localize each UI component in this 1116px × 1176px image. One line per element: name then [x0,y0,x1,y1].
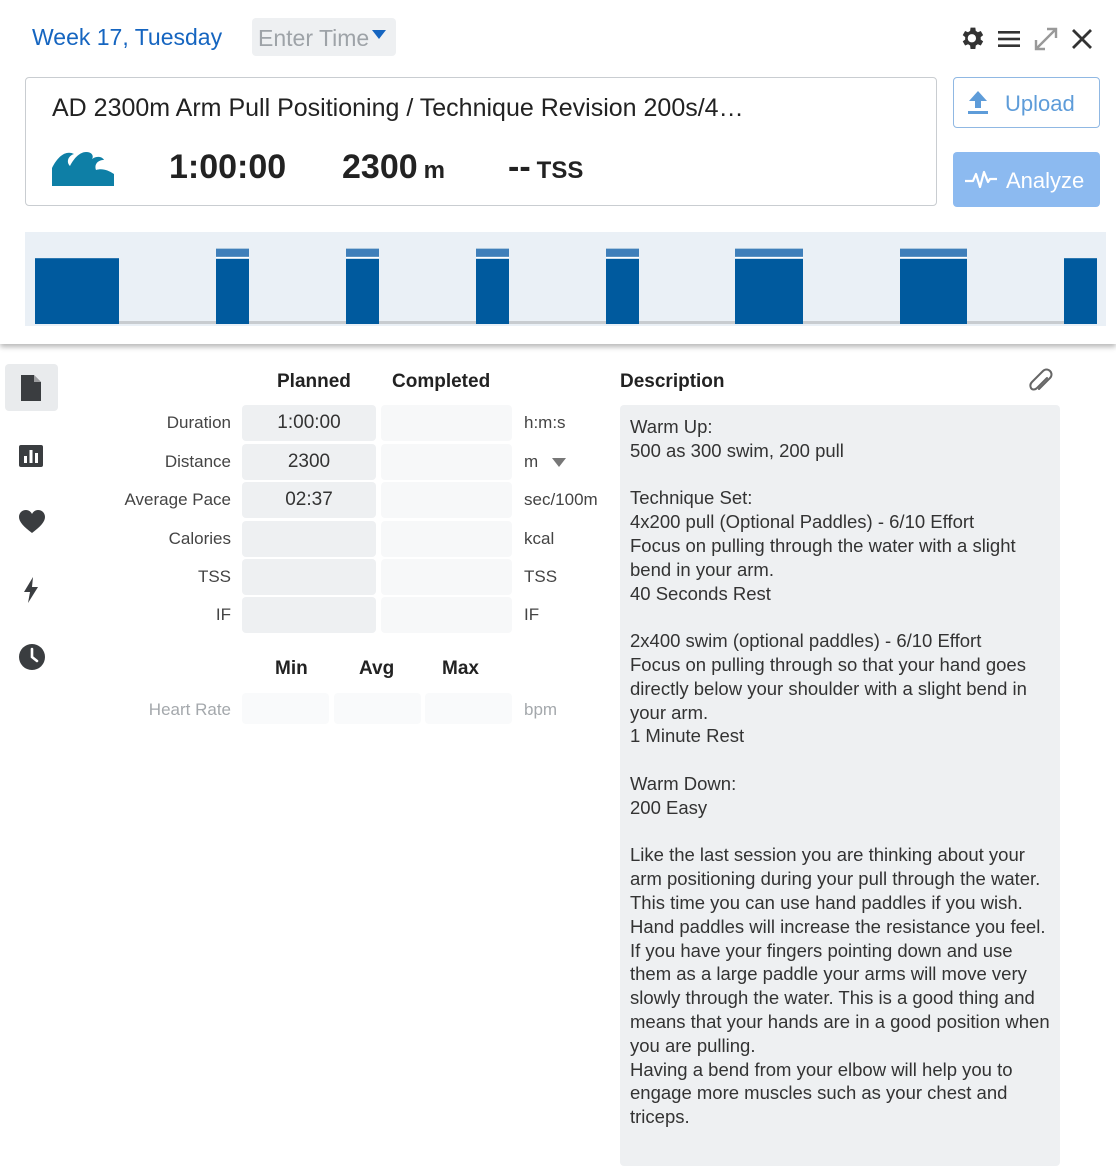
interval-bar-cap [735,249,803,257]
hr-max-header: Max [442,658,479,679]
rest-segment [119,321,216,324]
duration-completed-input[interactable] [381,405,512,441]
interval-bar[interactable] [1064,258,1097,324]
if-completed-input[interactable] [381,597,512,633]
bar-chart-icon [18,442,44,470]
planned-header: Planned [277,371,351,392]
caret-down-icon [552,458,566,467]
description-text[interactable]: Warm Up: 500 as 300 swim, 200 pull Technique Set: 4x200 pull (Optional Paddles) - 6/10 Effort Focus on pulling through the water with a slight bend in your arm. 40 Seconds Rest 2x400 swim (optional paddles) - 6/10 Effort Focus on pulling through so that your hand goes directly below your shoulder with a slight bend in your arm. 1 Minute Rest Warm Down: 200 Easy Like the last session you are thinking about your arm positioning during your pull through the water. This time you can use hand paddles if you wish. Hand paddles will increase the resistance you feel. If you have your fingers pointing down and use them as a large paddle your arms will move very slowly through the water. This is a good thing and means that your hands are in a good position when you are pulling. Having a bend from your elbow will help you to engage more muscles such as your chest and triceps. [620,405,1060,1166]
interval-bar-separator [476,257,509,259]
swim-icon [52,148,114,186]
rest-segment [803,321,900,324]
interval-bar[interactable] [476,249,509,324]
lightning-icon [18,576,44,604]
duration-stat: 1:00:00 [169,148,287,186]
nav-details[interactable] [5,364,58,411]
heart-icon [18,508,46,536]
if-planned-input[interactable] [242,597,376,633]
duration-unit: h:m:s [524,413,566,432]
heart-rate-unit: bpm [524,700,558,719]
interval-bar-separator [606,257,639,259]
close-icon[interactable] [1067,24,1097,54]
interval-bar-cap [606,249,639,257]
average-pace-planned-input[interactable]: 02:37 [242,482,376,518]
clock-icon [18,643,46,671]
tss-unit: TSS [524,567,558,586]
interval-bar[interactable] [606,249,639,324]
distance-unit-select[interactable] [524,452,538,472]
hr-max-input[interactable] [425,693,512,724]
calories-unit: kcal [524,529,555,548]
date-title: Week 17, Tuesday [32,24,223,50]
tss-unit: TSS [536,157,584,184]
hr-avg-input[interactable] [334,693,421,724]
duration-label: Duration [166,413,231,432]
analyze-label: Analyze [1006,168,1085,193]
document-icon [18,374,44,402]
average-pace-completed-input[interactable] [381,482,512,518]
rest-segment [379,321,476,324]
upload-button[interactable] [953,77,1100,128]
distance-stat [342,148,445,187]
average-pace-label: Average Pace [124,490,231,509]
rest-segment [639,321,735,324]
rest-segment [967,321,1064,324]
hr-min-header: Min [275,658,308,679]
heart-rate-label: Heart Rate [148,700,231,719]
expand-icon[interactable] [1031,24,1061,54]
rest-segment [509,321,606,324]
distance-label: Distance [164,452,231,471]
interval-bar[interactable] [735,249,803,324]
caret-down-icon [372,30,386,39]
completed-header: Completed [392,371,491,392]
analyze-button[interactable] [953,152,1100,207]
distance-unit: m [423,157,445,184]
hr-min-input[interactable] [242,693,329,724]
workout-title: AD 2300m Arm Pull Positioning / Technique Revision 200s/4… [52,94,744,122]
tss-label: TSS [197,567,231,586]
interval-bar-separator [900,257,967,259]
interval-bar-cap [216,249,249,257]
interval-bar[interactable] [216,249,249,324]
hr-avg-header: Avg [359,658,395,679]
tss-value: -- [508,148,531,186]
interval-bar-cap [476,249,509,257]
workout-summary-card[interactable] [25,77,937,206]
interval-bar-separator [216,257,249,259]
rest-segment [249,321,346,324]
calories-completed-input[interactable] [381,521,512,557]
tss-stat [508,148,583,187]
distance-value: 2300 [342,148,418,186]
pulse-icon [964,169,998,191]
paperclip-icon[interactable] [1026,365,1054,395]
if-label: IF [215,605,231,624]
interval-bar-separator [735,257,803,259]
description-header: Description [620,371,725,392]
upload-icon [966,90,990,116]
upload-label: Upload [1005,91,1075,116]
interval-bar-separator [346,257,379,259]
gear-icon[interactable] [957,24,987,54]
calories-label: Calories [168,529,231,548]
nav-charts[interactable] [5,432,58,479]
menu-icon[interactable] [994,24,1024,54]
time-select-label: Enter Time [258,25,370,51]
average-pace-unit: sec/100m [524,490,598,509]
distance-planned-input[interactable]: 2300 [242,444,376,480]
interval-bar-cap [346,249,379,257]
nav-heart[interactable] [5,498,58,545]
tss-completed-input[interactable] [381,559,512,595]
duration-planned-input[interactable]: 1:00:00 [242,405,376,441]
time-select[interactable] [252,18,396,56]
interval-bar[interactable] [346,249,379,324]
tss-planned-input[interactable] [242,559,376,595]
nav-power[interactable] [5,566,58,613]
if-unit: IF [524,605,540,624]
distance-completed-input[interactable] [381,444,512,480]
interval-bar[interactable] [900,249,967,324]
nav-history[interactable] [5,633,58,680]
interval-bar[interactable] [35,258,119,324]
interval-chart-svg [25,232,1106,326]
interval-chart [25,232,1106,326]
workout-header [0,0,1116,344]
interval-bar-cap [900,249,967,257]
calories-planned-input[interactable] [242,521,376,557]
distance-unit-label: m [524,452,539,471]
